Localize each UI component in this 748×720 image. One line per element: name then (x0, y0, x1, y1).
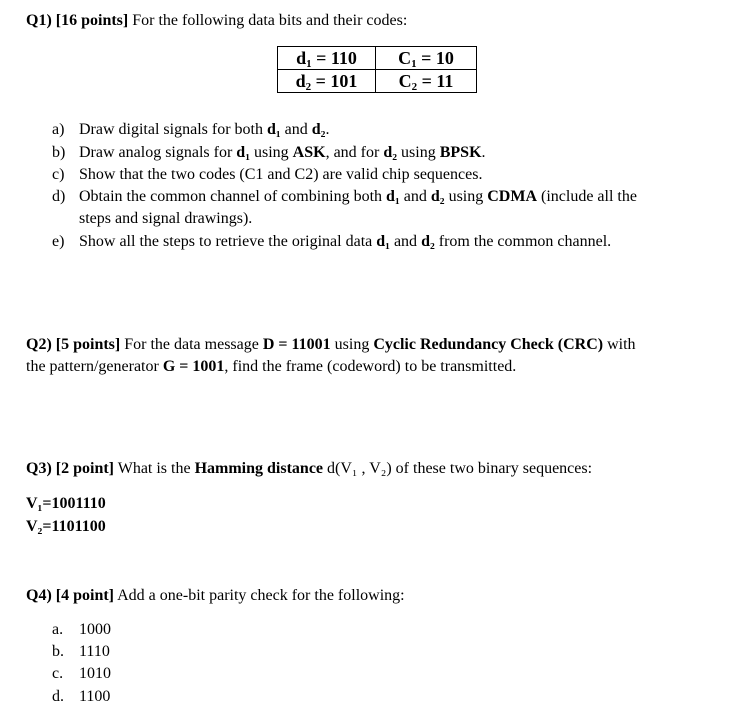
d1-cell: $d_1 = 110$ (278, 47, 376, 70)
d2-cell: $d_2 = 101$ (278, 70, 376, 93)
q2-line-1: Q2) [5 points] For the data message D = 11001 using Cyclic Redundancy Check (CRC) with (26, 336, 636, 353)
q4-item-d: d. 1100 (52, 688, 111, 705)
q4-item-c: c. 1010 (52, 665, 111, 682)
q2-crc: Cyclic Redundancy Check (CRC) (373, 336, 604, 353)
q1-part-a: a) Draw digital signals for both d₁ and d₂. (52, 121, 330, 138)
codes-table (277, 46, 477, 93)
q4-item-a: a. 1000 (52, 621, 111, 638)
q4-heading: Q4) [4 point] (26, 587, 114, 604)
q1-heading: Q1) [16 points] (26, 12, 129, 29)
q3-v1: V₁=1001110 (26, 495, 106, 512)
q1-part-d-line2: steps and signal drawings). (79, 210, 253, 227)
q3-v2: V₂=1101100 (26, 518, 106, 535)
q1-part-d: d) Obtain the common channel of combining both d₁ and d₂ using CDMA (include all the (52, 188, 637, 205)
q1-heading-line (26, 12, 407, 30)
codes-row-2 (278, 70, 477, 93)
q1-part-e: e) Show all the steps to retrieve the original data d₁ and d₂ from the common channel. (52, 233, 612, 250)
c2-cell: $C_2 = 11$ (376, 70, 477, 93)
q3-heading: Q3) [2 point] (26, 460, 114, 477)
q2-heading: Q2) [5 points] (26, 336, 121, 353)
q2-generator: G = 1001 (162, 358, 225, 375)
q4-line: Q4) [4 point] Add a one-bit parity check for the following: (26, 587, 405, 604)
q1-intro: For the following data bits and their codes: (132, 12, 408, 29)
q4-item-b: b. 1110 (52, 643, 110, 660)
q3-hamming: Hamming distance (194, 460, 324, 477)
q2-line-2: the pattern/generator G = 1001, find the frame (codeword) to be transmitted. (26, 358, 517, 375)
q1-part-b: b) Draw analog signals for d₁ using ASK, and for d₂ using BPSK. (52, 144, 486, 161)
c1-cell: $C_1 = 10$ (376, 47, 477, 70)
q1-part-c: c) Show that the two codes (C1 and C2) are valid chip sequences. (52, 166, 483, 183)
q2-message: D = 11001 (262, 336, 331, 353)
codes-row-1 (278, 47, 477, 70)
q3-line: Q3) [2 point] What is the Hamming distance d(V₁ , V₂) of these two binary sequences: (26, 460, 593, 477)
